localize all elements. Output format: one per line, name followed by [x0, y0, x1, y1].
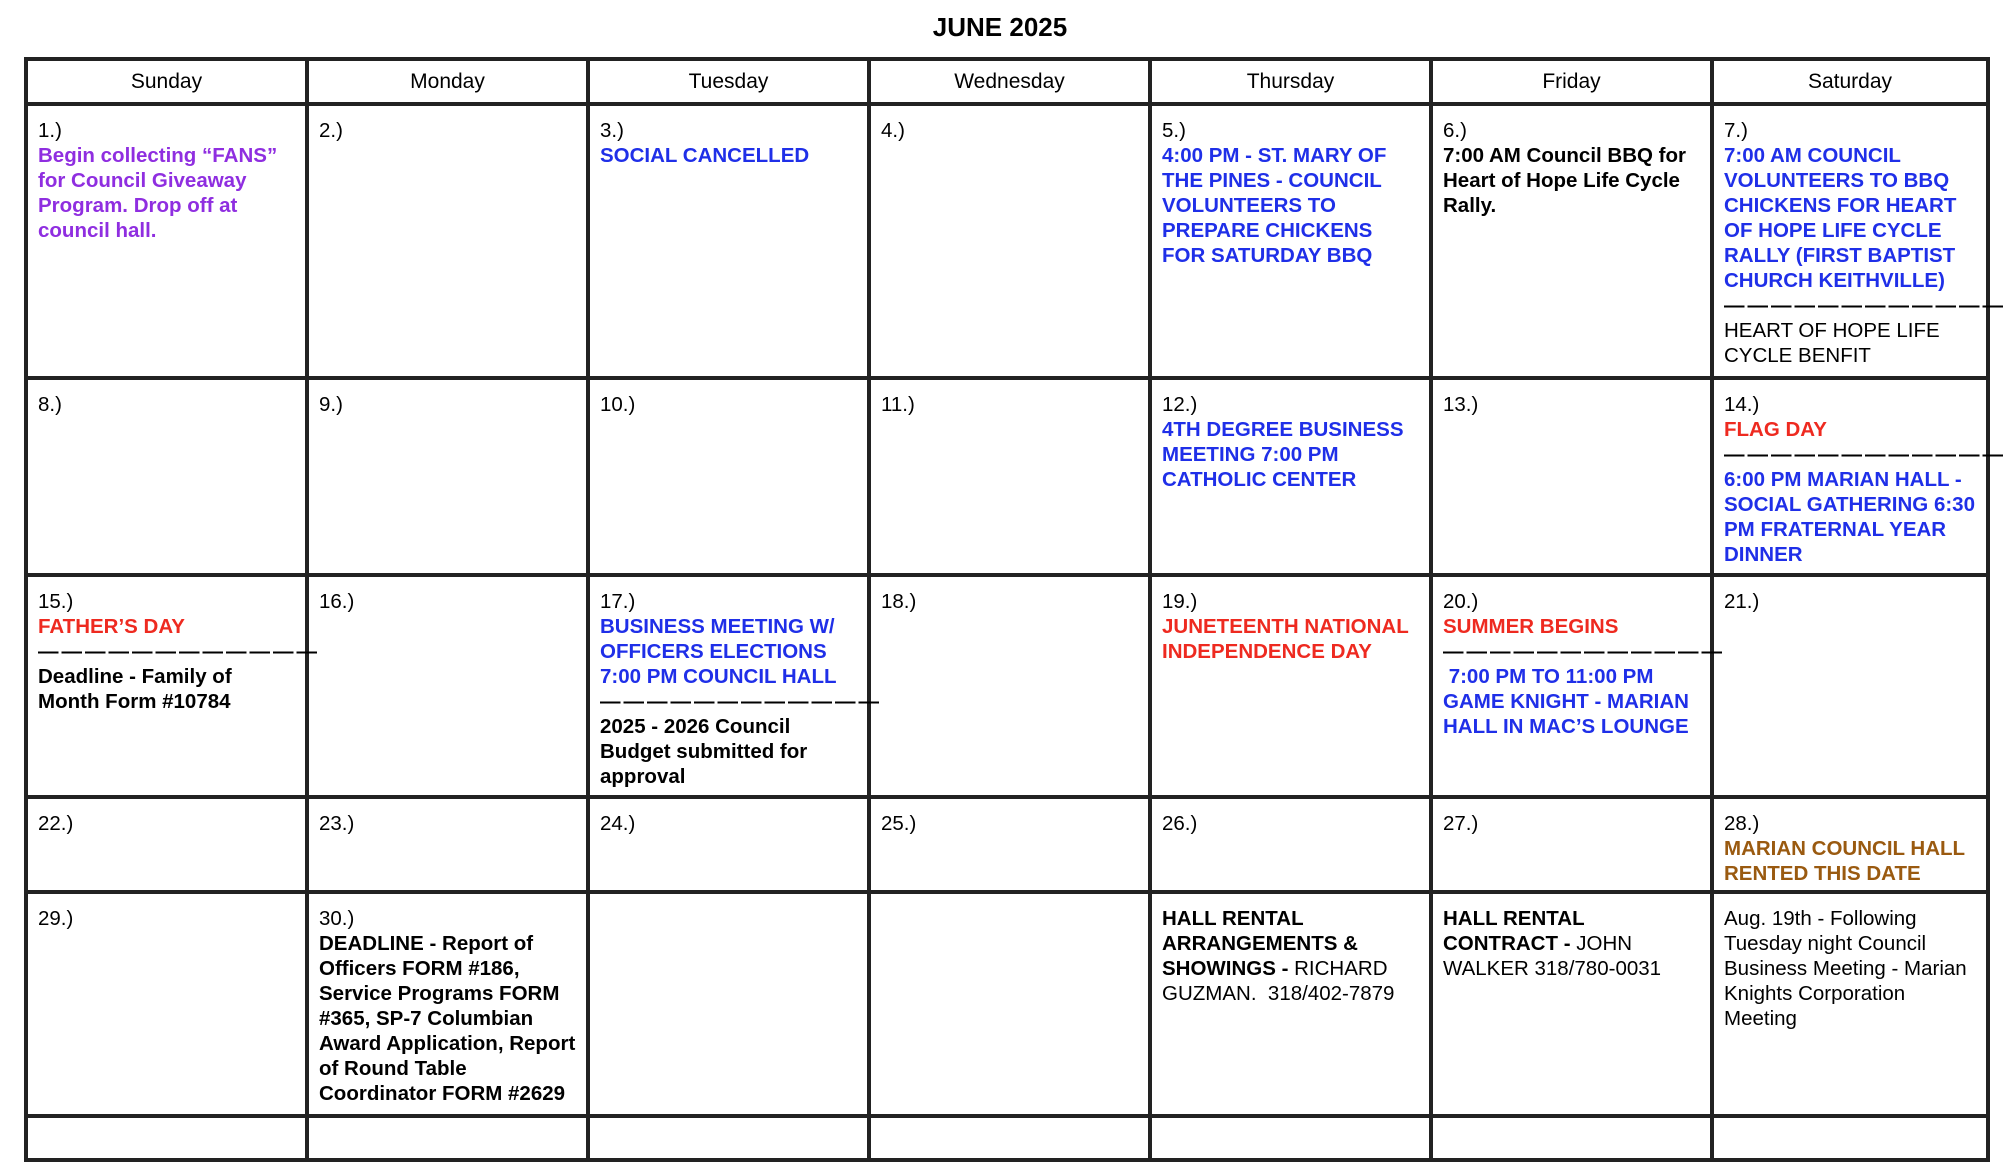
empty-cell	[588, 892, 869, 1116]
week-row-6	[26, 1116, 1988, 1160]
event-text: 6:00 PM MARIAN HALL - SOCIAL GATHERING 6:30 PM FRATERNAL YEAR DINNER	[1724, 468, 1975, 566]
day-number: 13.)	[1443, 393, 1479, 416]
separator-line: ————————————	[1724, 443, 2006, 466]
day-cell-20	[1431, 575, 1725, 797]
event-text-secondary: HEART OF HOPE LIFE CYCLE BENFIT	[1724, 319, 1940, 367]
event-text: 7:00 AM COUNCIL VOLUNTEERS TO BBQ CHICKENS FOR HEART OF HOPE LIFE CYCLE RALLY (FIRST BAPTIST CHURCH KEITHVILLE)	[1724, 144, 1957, 292]
day-cell-14	[1712, 378, 2006, 575]
day-cell-9	[307, 378, 588, 575]
day-number: 9.)	[319, 393, 343, 416]
day-number: 20.)	[1443, 590, 1479, 613]
day-cell-6	[1431, 104, 1712, 378]
event-text: BUSINESS MEETING W/ OFFICERS ELECTIONS 7:00 PM COUNCIL HALL	[600, 615, 837, 688]
empty-cell	[869, 892, 1150, 1116]
empty-cell	[26, 1116, 307, 1160]
day-number: 15.)	[38, 590, 74, 613]
day-number: 5.)	[1162, 119, 1186, 142]
note-lead: HALL RENTAL ARRANGEMENTS & SHOWINGS -	[1162, 907, 1358, 980]
day-number: 3.)	[600, 119, 624, 142]
empty-cell	[1712, 1116, 1988, 1160]
day-cell-11	[869, 378, 1150, 575]
day-cell-16	[307, 575, 588, 797]
day-number: 12.)	[1162, 393, 1198, 416]
day-cell-23	[307, 797, 588, 892]
week-row-3	[26, 575, 1988, 797]
day-cell-2	[307, 104, 588, 378]
day-number: 27.)	[1443, 812, 1479, 835]
separator-line: ————————————	[1443, 640, 1725, 663]
weekday-sunday: Sunday	[26, 59, 307, 104]
week-row-5	[26, 892, 1988, 1116]
day-number: 16.)	[319, 590, 355, 613]
weekday-monday: Monday	[307, 59, 588, 104]
event-text: 7:00 AM Council BBQ for Heart of Hope Life Cycle Rally.	[1443, 144, 1686, 217]
week-row-1	[26, 104, 1988, 378]
weekday-thursday: Thursday	[1150, 59, 1431, 104]
day-cell-7	[1712, 104, 2006, 378]
calendar-grid	[24, 57, 2006, 1162]
empty-cell	[307, 1116, 588, 1160]
note-body: RICHARD GUZMAN. 318/402-7879	[1162, 957, 1395, 1005]
event-text: Begin collecting “FANS” for Council Giveaway Program. Drop off at council hall.	[38, 144, 278, 242]
day-cell-15	[26, 575, 320, 797]
day-number: 22.)	[38, 812, 74, 835]
day-number: 24.)	[600, 812, 636, 835]
event-text-secondary: 2025 - 2026 Council Budget submitted for approval	[600, 715, 808, 788]
day-cell-21	[1712, 575, 1988, 797]
note-body: JOHN WALKER 318/780-0031	[1443, 932, 1662, 980]
day-cell-28	[1712, 797, 1988, 892]
day-cell-4	[869, 104, 1150, 378]
day-cell-26	[1150, 797, 1431, 892]
day-cell-8	[26, 378, 307, 575]
empty-cell	[869, 1116, 1150, 1160]
day-number: 11.)	[881, 393, 915, 416]
day-number: 18.)	[881, 590, 917, 613]
day-cell-24	[588, 797, 869, 892]
event-lead: DEADLINE -	[319, 932, 437, 955]
day-number: 19.)	[1162, 590, 1198, 613]
event-body: Report of Officers FORM #186, Service Programs FORM #365, SP-7 Columbian Award Application, Report of Round Table Coordinator FORM #2629	[319, 932, 581, 1105]
day-number: 26.)	[1162, 812, 1198, 835]
day-number: 28.)	[1724, 812, 1760, 835]
day-cell-3	[588, 104, 869, 378]
day-number: 21.)	[1724, 590, 1760, 613]
week-row-4	[26, 797, 1988, 892]
day-number: 14.)	[1724, 393, 1760, 416]
day-cell-10	[588, 378, 869, 575]
day-cell-25	[869, 797, 1150, 892]
event-text: SOCIAL CANCELLED	[600, 144, 810, 167]
day-cell-5	[1150, 104, 1431, 378]
day-number: 30.)	[319, 907, 355, 930]
day-number: 10.)	[600, 393, 636, 416]
event-text: 7:00 PM TO 11:00 PM GAME KNIGHT - MARIAN HALL IN MAC’S LOUNGE	[1443, 665, 1695, 738]
holiday-text: FATHER’S DAY	[38, 615, 185, 638]
day-number: 1.)	[38, 119, 62, 142]
day-number: 29.)	[38, 907, 74, 930]
day-cell-12	[1150, 378, 1431, 575]
holiday-text: FLAG DAY	[1724, 418, 1827, 441]
day-number: 25.)	[881, 812, 917, 835]
note-cell-hall-contract	[1431, 892, 1712, 1116]
separator-line: ————————————	[38, 640, 320, 663]
day-cell-27	[1431, 797, 1712, 892]
day-number: 4.)	[881, 119, 905, 142]
day-number: 23.)	[319, 812, 355, 835]
event-text: 4:00 PM - ST. MARY OF THE PINES - COUNCIL VOLUNTEERS TO PREPARE CHICKENS FOR SATURDAY BBQ	[1162, 144, 1387, 267]
event-text	[319, 932, 581, 1105]
event-text: Deadline - Family of Month Form #10784	[38, 665, 232, 713]
note-cell-hall-rental	[1150, 892, 1431, 1116]
day-number: 2.)	[319, 119, 343, 142]
holiday-text: SUMMER BEGINS	[1443, 615, 1619, 638]
day-number: 6.)	[1443, 119, 1467, 142]
day-cell-19	[1150, 575, 1431, 797]
day-cell-1	[26, 104, 307, 378]
holiday-text: JUNETEENTH NATIONAL INDEPENDENCE DAY	[1162, 615, 1409, 663]
weekday-tuesday: Tuesday	[588, 59, 869, 104]
day-cell-29	[26, 892, 307, 1116]
calendar-title: JUNE 2025	[932, 12, 1068, 42]
day-cell-13	[1431, 378, 1712, 575]
separator-line: ————————————	[1724, 294, 2006, 317]
weekday-saturday: Saturday	[1712, 59, 1988, 104]
note-lead: HALL RENTAL CONTRACT -	[1443, 907, 1585, 955]
day-number: 7.)	[1724, 119, 1748, 142]
empty-cell	[588, 1116, 869, 1160]
day-cell-30	[307, 892, 588, 1116]
day-cell-22	[26, 797, 307, 892]
day-number: 17.)	[600, 590, 636, 613]
weekday-friday: Friday	[1431, 59, 1712, 104]
note-body: Aug. 19th - Following Tuesday night Council Business Meeting - Marian Knights Corporation Meeting	[1724, 907, 1967, 1030]
note-cell-aug	[1712, 892, 1988, 1116]
weekday-header-row	[26, 59, 1988, 104]
day-cell-18	[869, 575, 1150, 797]
event-text: 4TH DEGREE BUSINESS MEETING 7:00 PM CATHOLIC CENTER	[1162, 418, 1404, 491]
empty-cell	[1431, 1116, 1712, 1160]
week-row-2	[26, 378, 1988, 575]
event-text: MARIAN COUNCIL HALL RENTED THIS DATE	[1724, 837, 1965, 885]
day-number: 8.)	[38, 393, 62, 416]
empty-cell	[1150, 1116, 1431, 1160]
day-cell-17	[588, 575, 882, 797]
weekday-wednesday: Wednesday	[869, 59, 1150, 104]
separator-line: ————————————	[600, 690, 882, 713]
